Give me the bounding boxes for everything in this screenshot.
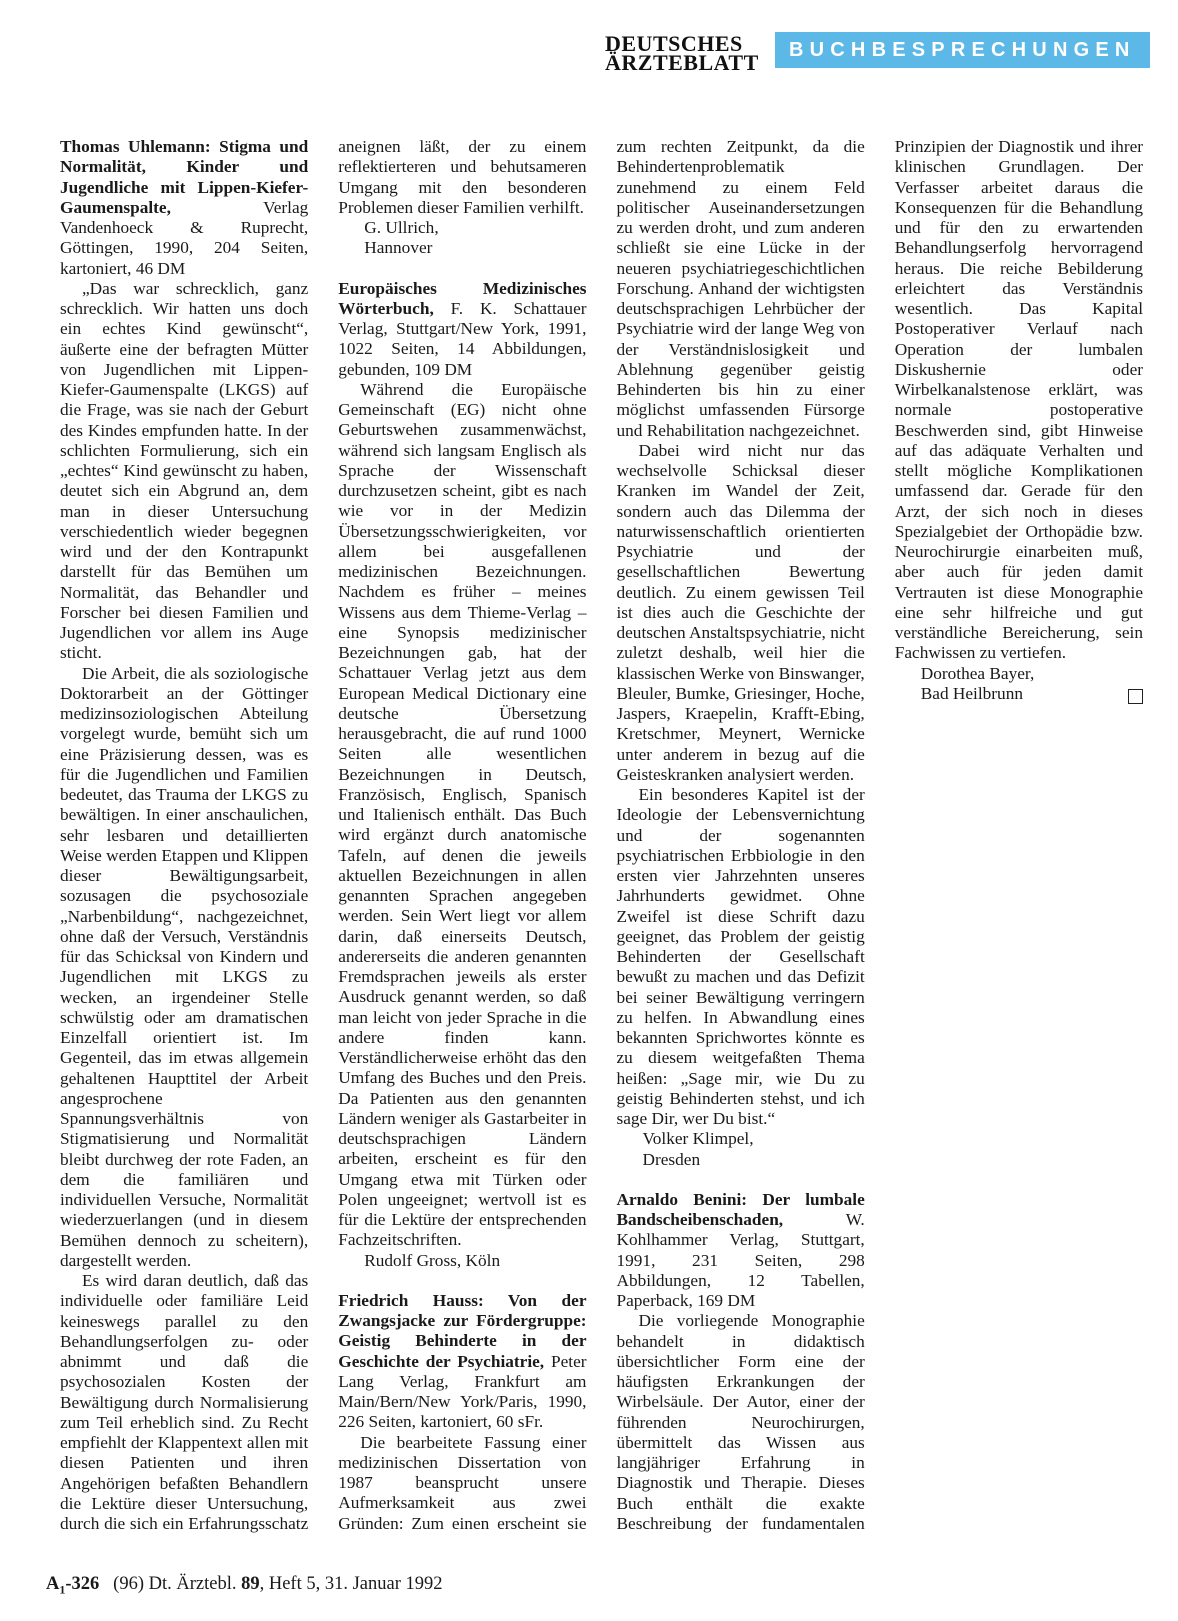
- page-number: -326: [65, 1574, 100, 1594]
- review-2-title: Europäisches Medizinisches Wörterbuch,: [338, 278, 587, 318]
- review-3-para-3: Ein besonderes Kapitel ist der Ideologie der Lebensvernichtung und der sogenannten psychiatrischen Erbbiologie in den ersten vier Jahrzehnten unseres Jahrhunderts gewidmet. Ohne Zweifel ist diese Schrift dazu geeignet, das Problem der geistig Behinderten der Gesellschaft bewußt zu machen und das Defizit bei seiner Bewältigung verringern zu helfen. In Abwandlung eines bekannten Sprichwortes könnte es zu diesem weitgefaßten Thema heißen: „Sage mir, wie Du zu geistig Behinderten stehst, und ich sage Dir, wer Du bist.“: [616, 785, 865, 1128]
- review-4-reference: [617, 1190, 865, 1312]
- end-of-article-mark: [1128, 689, 1143, 704]
- review-4-signature-city-line: [895, 684, 1143, 704]
- review-3-reference: [338, 1291, 586, 1433]
- logo-line-1: DEUTSCHES: [605, 31, 743, 56]
- review-4-para-1: Die vorliegende Monographie behandelt in didaktisch übersichtlicher Form eine der häufigsten Erkrankungen der Wirbelsäule. Der Autor, einer der führenden Neurochirurgen, übermittelt das Wissen aus langjähriger Erfahrung in Diagnostik und Therapie. Dieses Buch enthält die exakte Beschreibung der fundamentalen Prinzipien der Diagnostik und ihrer klinischen Grundlagen. Der Verfasser arbeitet daraus die Konsequenzen für die Behandlung und für den zu erwartenden Behandlungserfolg hervorragend heraus. Die reiche Bebilderung erleichtert das Verständnis wesentlich. Das Kapital Postoperativer Verlauf nach Operation der lumbalen Diskushernie oder Wirbelkanalstenose erklärt, was normale postoperative Beschwerden sind, gibt Hinweise auf das adäquate Verhalten und stellt mögliche Komplikationen umfassend dar. Gerade für den Arzt, der sich noch in dieses Spezialgebiet der Orthopädie bzw. Neurochirurgie einarbeiten muß, aber auch für jeden damit Vertrauten ist diese Monographie eine sehr hilfreiche und gut verständliche Bereicherung, sein Fachwissen zu vertiefen.: [616, 137, 1143, 1533]
- review-2-para-1: Während die Europäische Gemeinschaft (EG) nicht ohne Geburtswehen zusammenwächst, während sich langsam Englisch als Sprache der Wissenschaft durchzusetzen scheint, gibt es nach wie vor in der Medizin Übersetzungsschwierigkeiten, vor allem bei ausgefallenen medizinischen Bezeichnungen. Nachdem es früher – meines Wissens aus dem Thieme-Verlag – eine Synopsis medizinischer Bezeichnungen gab, hat der Schattauer Verlag jetzt aus dem European Medical Dictionary eine deutsche Übersetzung herausgebracht, die auf rund 1000 Seiten alle wesentlichen Bezeichnungen in Deutsch, Französisch, Englisch, Spanisch und Italienisch enthält. Das Buch wird ergänzt durch anatomische Tafeln, auf denen die jeweils aktuellen Bezeichnungen in allen genannten Sprachen angegeben werden. Sein Wert liegt vor allem darin, daß einerseits Deutsch, andererseits die anderen genannten Fremdsprachen jeweils als erster Ausdruck genannt werden, so daß man leicht von jeder Sprache in die andere finden kann. Verständlicherweise erhöht das den Umfang des Buches und den Preis. Da Patienten aus den genannten Ländern weniger als Gastarbeiter in deutschsprachigen Ländern arbeiten, erscheint es für den Umgang etwa mit Türken oder Polen ungeeignet; wertvoll ist es für die Lektüre der entsprechenden Fachzeitschriften.: [338, 379, 587, 1250]
- review-1-signature-name: G. Ullrich,: [364, 218, 439, 237]
- review-4-signature-name: Dorothea Bayer,: [920, 663, 1035, 683]
- review-3-publisher: Peter Lang Verlag, Frankfurt am Main/Bern/New York/Paris, 1990, 226 Seiten, kartoniert, 60 sFr.: [338, 1351, 587, 1432]
- review-2-signature: Rudolf Gross, Köln: [364, 1250, 501, 1270]
- article-flow: [60, 137, 1143, 1547]
- section-banner: BUCHBESPRECHUNGEN: [775, 32, 1150, 68]
- page-letter: A: [46, 1574, 60, 1594]
- page-footer: [46, 1574, 443, 1598]
- review-1-para-2: Die Arbeit, die als soziologische Doktorarbeit an der Göttinger medizinsoziologischen Abteilung vorgelegt wurde, bemüht sich um eine Präzisierung dessen, was es für die Jugendlichen und Familien bedeutet, das Trauma der LKGS zu bewältigen. In einer anschaulichen, sehr lesbaren und detaillierten Weise werden Etappen und Klippen dieser Bewältigungsarbeit, sozusagen die psychosoziale „Narbenbildung“, nachgezeichnet, ohne daß der Versuch, Verständnis für das Schicksal von Kindern und Jugendlichen mit LKGS zu wecken, an irgendeiner Stelle schwülstig oder am dramatischen Einzelfall orientiert ist. Im Gegenteil, das im etwas allgemein gehaltenen Haupttitel der Arbeit angesprochene Spannungsverhältnis von Stigmatisierung und Normalität bleibt durchweg der rote Faden, an dem die familiären und individuellen Versuche, Normalität wiederzuerlangen (und in diesem Bemühen dennoch zu scheitern), dargestellt werden.: [60, 663, 309, 1270]
- page-subscript: 1: [59, 1582, 66, 1597]
- review-1-para-3: Es wird daran deutlich, daß das individuelle oder familiäre Leid keineswegs parallel zu den Behandlungserfolgen zu- oder abnimmt und daß die psychosozialen Kosten der Bewältigung durch Normalisierung zum Teil erheblich sind. Zu Recht empfiehlt der Klappentext allen mit diesen Patienten und ihren Angehörigen befaßten Behandlern die Lektüre dieser Untersuchung, durch die sich ein Erfahrungsschatz aneignen läßt, der zu einem reflektierteren und behutsameren Umgang mit den besonderen Problemen dieser Familien verhilft.: [60, 137, 587, 1533]
- masthead: [605, 32, 1150, 74]
- review-3-para-2: Dabei wird nicht nur das wechselvolle Schicksal dieser Kranken im Wandel der Zeit, sondern auch das Dilemma der naturwissenschaftlich orientierten Psychiatrie und der gesellschaftlichen Bewertung deutlich. Zu einem gewissen Teil ist dies auch die Geschichte der deutschen Anstaltspsychiatrie, nicht zuletzt deshalb, weil hier die klassischen Werke von Binswanger, Bleuler, Bumke, Griesinger, Hoche, Jaspers, Kraepelin, Krafft-Ebing, Kretschmer, Meynert, Wernicke unter anderem in bezug auf die Geisteskranken analysiert werden.: [616, 440, 865, 784]
- journal-logo: [605, 31, 770, 75]
- review-1-signature-city: Hannover: [364, 238, 433, 258]
- review-2-reference: [338, 279, 586, 380]
- review-4-signature-city: Bad Heilbrunn: [920, 683, 1023, 703]
- review-3-signature-city: Dresden: [642, 1149, 701, 1169]
- review-4-title: Arnaldo Benini: Der lumbale Bandscheibenschaden,: [616, 1189, 865, 1229]
- journal-ref-prefix: (96) Dt. Ärztebl.: [113, 1574, 242, 1594]
- logo-line-2: ÄRZTEBLATT: [605, 50, 759, 75]
- review-4-publisher: W. Kohlhammer Verlag, Stuttgart, 1991, 231 Seiten, 298 Abbildungen, 12 Tabellen, Paperback, 169 DM: [616, 1210, 865, 1310]
- review-3-para-1: Die bearbeitete Fassung einer medizinischen Dissertation von 1987 beansprucht unsere Aufmerksamkeit aus zwei Gründen: Zum einen erscheint sie zum rechten Zeitpunkt, da die Behindertenproblematik zunehmend zu einem Feld politischer Auseinandersetzungen zu werden droht, und zum anderen schließt sie eine Lücke in der neueren psychiatriegeschichtlichen Forschung. Anhand der wichtigsten deutschsprachigen Lehrbücher der Psychiatrie wird der lange Weg von der Verständnislosigkeit und Ablehnung gegenüber geistig Behinderten bis hin zu einer möglichst umfassenden Fürsorge und Rehabilitation nachgezeichnet.: [338, 137, 865, 1533]
- review-1-reference-flow: [60, 137, 308, 279]
- review-1-publisher-flow: Verlag Vandenhoeck & Ruprecht, Göttingen, 1990, 204 Seiten, kartoniert, 46 DM: [60, 197, 309, 278]
- journal-volume: 89: [241, 1574, 260, 1594]
- review-3-signature-name: Volker Klimpel,: [642, 1129, 754, 1149]
- journal-ref-suffix: , Heft 5, 31. Januar 1992: [259, 1574, 443, 1594]
- review-3-title: Friedrich Hauss: Von der Zwangsjacke zur Fördergruppe: Geistig Behinderte in der Geschichte der Psychiatrie,: [338, 1290, 587, 1371]
- review-1-title-flow: Thomas Uhlemann: Stigma und Normalität, Kinder und Jugendliche mit Lippen-Kiefer-Gaumenspalte,: [60, 137, 309, 217]
- review-2-publisher: F. K. Schattauer Verlag, Stuttgart/New York, 1991, 1022 Seiten, 14 Abbildungen, gebunden, 109 DM: [338, 298, 587, 379]
- review-1-para-1: „Das war schrecklich, ganz schrecklich. Wir hatten uns doch ein echtes Kind gewünscht“, äußerte eine der befragten Mütter von Jugendlichen mit Lippen-Kiefer-Gaumenspalte (LKGS) auf die Frage, was sie nach der Geburt des Kindes empfunden hatte. In der schlichten Formulierung, sich ein „echtes“ Kind gewünscht zu haben, deutet sich ein Abgrund an, dem man in dieser Untersuchung verschiedentlich wieder begegnen wird und der den Kontrapunkt darstellt für das Bemühen um Normalität, das Behandler und Forscher bei diesen Familien und Jugendlichen vor allem ins Auge sticht.: [60, 278, 309, 663]
